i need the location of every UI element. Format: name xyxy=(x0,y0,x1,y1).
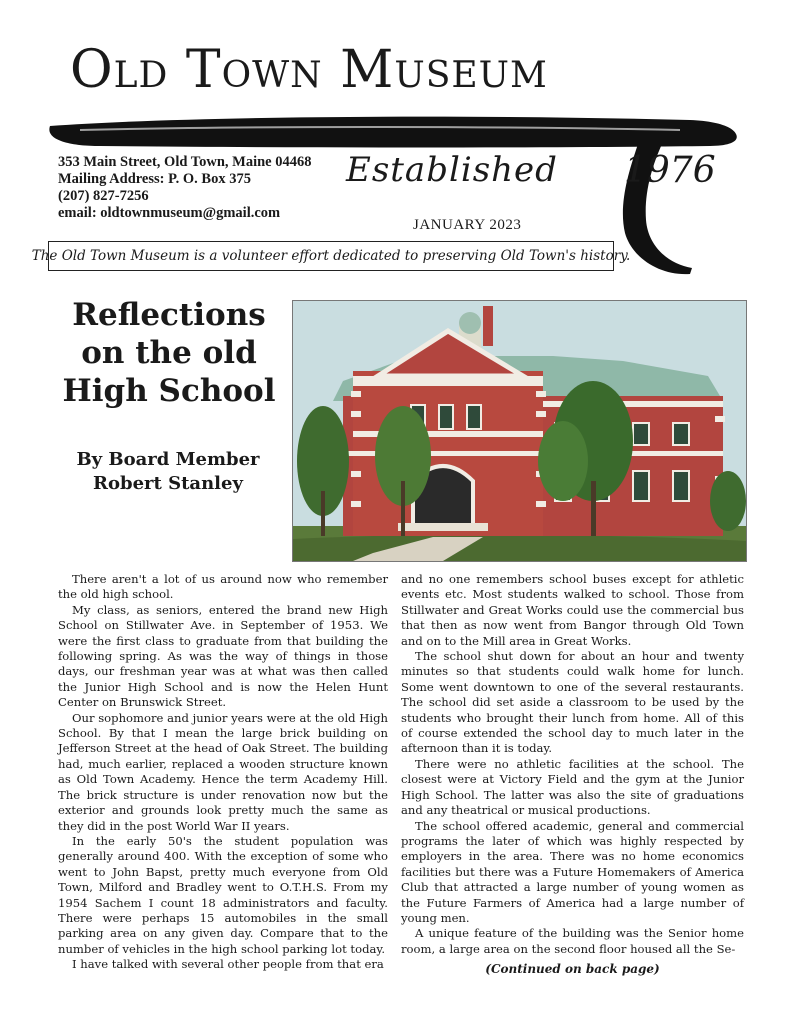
old-high-school-photo xyxy=(292,300,747,562)
article-column-left xyxy=(58,572,388,973)
established-label: Established xyxy=(346,150,558,190)
contact-address-block xyxy=(58,154,312,222)
tagline: The Old Town Museum is a volunteer effort dedicated to preserving Old Town's history. xyxy=(31,248,631,264)
phone-number: (207) 827-7256 xyxy=(58,188,149,204)
headline-line: High School xyxy=(62,373,276,409)
article-paragraph: There aren't a lot of us around now who remember the old high school. xyxy=(58,572,388,602)
continued-notice: (Continued on back page) xyxy=(485,962,660,976)
byline-line: Robert Stanley xyxy=(93,473,243,494)
mailing-address: Mailing Address: P. O. Box 375 xyxy=(58,171,251,187)
article-column-right xyxy=(401,572,744,957)
article-paragraph: The school offered academic, general and commercial programs the later of which was highly respected by employers in the area. There was no home economics facilities but there was a Future Homemakers of America Club that attracted a large number of young women as the Future Farmers of America had a large number of young men. xyxy=(401,818,744,925)
article-paragraph: I have talked with several other people from that era xyxy=(72,957,384,972)
issue-date: JANUARY 2023 xyxy=(413,217,522,233)
article-paragraph: A unique feature of the building was the Senior home room, a large area on the second floor housed all the Se- xyxy=(401,926,744,956)
established-year: 1976 xyxy=(624,150,716,191)
article-paragraph: The school shut down for about an hour and twenty minutes so that students could walk home for lunch. Some went downtown to one of the several restaurants. The school did set aside a classroom to be used by the students who brought their lunch from home. All of this of course extended the school day to much later in the afternoon than it is today. xyxy=(401,649,744,756)
article-byline xyxy=(50,448,286,496)
article-paragraph: Our sophomore and junior years were at the old High School. By that I mean the large brick building on Jefferson Street at the head of Oak Street. The building had, much earlier, replaced a wooden structure known as Old Town Academy. Hence the term Academy Hill. The brick structure is under renovation now but the exterior and grounds look pretty much the same as they did in the post World War II years. xyxy=(58,710,388,833)
street-address: 353 Main Street, Old Town, Maine 04468 xyxy=(58,154,312,170)
article-paragraph: There were no athletic facilities at the school. The closest were at Victory Field and the gym at the Junior High School. The latter was also the site of graduations and any theatrical or musical productions. xyxy=(401,756,744,818)
school-building-illustration xyxy=(293,301,746,561)
article-paragraph: My class, as seniors, entered the brand new High School on Stillwater Ave. in September of 1953. We were the first class to graduate from that building the following spring. As was the way of things in those days, our freshman year was at what was then called the Junior High School and is now the Helen Hunt Center on Brunswick Street. xyxy=(58,602,388,710)
headline-line: on the old xyxy=(81,335,257,371)
email-address: email: oldtownmuseum@gmail.com xyxy=(58,205,281,221)
tagline-box xyxy=(31,241,631,271)
headline-line: Reflections xyxy=(72,297,266,333)
article-paragraph: and no one remembers school buses except for athletic events etc. Most students walked to school. Those from Stillwater and Great Works could use the commercial bus that then as now went from Bangor through Old Town and on to the Mill area in Great Works. xyxy=(401,572,744,648)
article-headline xyxy=(44,296,294,410)
article-paragraph: In the early 50's the student population was generally around 400. With the exception of some who went to John Bapst, pretty much everyone from Old Town, Milford and Bradley went to O.T.H.S. From my 1954 Sachem I count 18 administrators and faculty. There were perhaps 15 automobiles in the small parking area on any given day. Compare that to the number of vehicles in the high school parking lot today. xyxy=(58,833,388,956)
byline-line: By Board Member xyxy=(76,449,260,470)
masthead xyxy=(70,38,730,108)
masthead-title: Old Town Museum xyxy=(70,40,548,100)
